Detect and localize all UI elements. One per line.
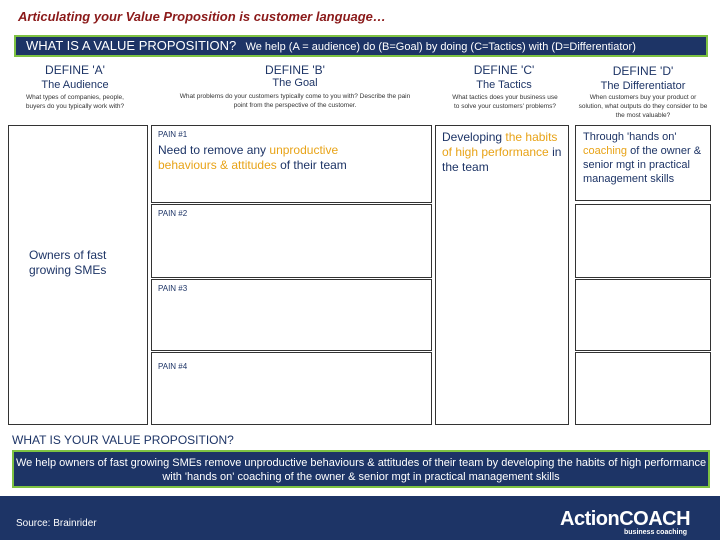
your-value-proposition-statement: We help owners of fast growing SMEs remove unproductive behaviours & attitudes of their team by developing the habits of high performance with 'hands on' coaching of the owner & senior mgt in practical management skills [12, 450, 710, 488]
column-b-subheading: The Goal [272, 77, 318, 89]
pain-4-label: PAIN #4 [158, 362, 188, 371]
column-a-heading: DEFINE 'A' [45, 63, 105, 77]
pain-3-box [151, 279, 432, 351]
differentiator-box-4 [575, 352, 711, 425]
actioncoach-logo: ActionCOACH [560, 508, 691, 530]
column-d-subheading: The Differentiator [600, 80, 686, 92]
value-proposition-banner [14, 35, 708, 57]
column-b-heading: DEFINE 'B' [265, 63, 325, 77]
differentiator-answer: Through 'hands on' coaching of the owner & senior mgt in practical management skills [583, 131, 702, 185]
column-b-description: What problems do your customers typically come to you with? Describe the pain point from the perspective of the customer. [179, 93, 411, 109]
pain-4-box [151, 352, 432, 425]
banner-formula: We help (A = audience) do (B=Goal) by doing (C=Tactics) with (D=Differentiator) [245, 41, 636, 53]
pain-1-text: Need to remove any unproductive behaviours & attitudes of their team [158, 143, 347, 172]
audience-answer: Owners of fast growing SMEs [29, 248, 107, 277]
audience-box [8, 125, 148, 425]
differentiator-box [575, 125, 711, 201]
logo-tagline: business coaching [624, 529, 688, 536]
pain-1-label: PAIN #1 [158, 130, 188, 139]
column-c-heading: DEFINE 'C' [473, 63, 535, 77]
pain-2-box [151, 204, 432, 278]
banner-question: WHAT IS A VALUE PROPOSITION? [26, 38, 237, 53]
column-a-description: What types of companies, people, buyers do you typically work with? [25, 94, 125, 110]
your-value-proposition-heading: WHAT IS YOUR VALUE PROPOSITION? [12, 433, 234, 447]
column-a-subheading: The Audience [41, 79, 109, 91]
source-credit: Source: Brainrider [16, 518, 97, 529]
pain-3-label: PAIN #3 [158, 284, 188, 293]
column-c-description: What tactics does your business use to solve your customers' problems? [452, 94, 558, 110]
pain-1-box [151, 125, 432, 203]
column-d-heading: DEFINE 'D' [612, 64, 674, 78]
tactics-answer: Developing the habits of high performance in the team [442, 130, 562, 174]
tactics-box [435, 125, 569, 425]
differentiator-box-3 [575, 279, 711, 351]
slide-title: Articulating your Value Proposition is customer language… [18, 9, 386, 24]
pain-2-label: PAIN #2 [158, 209, 188, 218]
column-c-subheading: The Tactics [476, 79, 532, 91]
differentiator-box-2 [575, 204, 711, 278]
column-d-description: When customers buy your product or solution, what outputs do they consider to be the most valuable? [578, 94, 708, 119]
